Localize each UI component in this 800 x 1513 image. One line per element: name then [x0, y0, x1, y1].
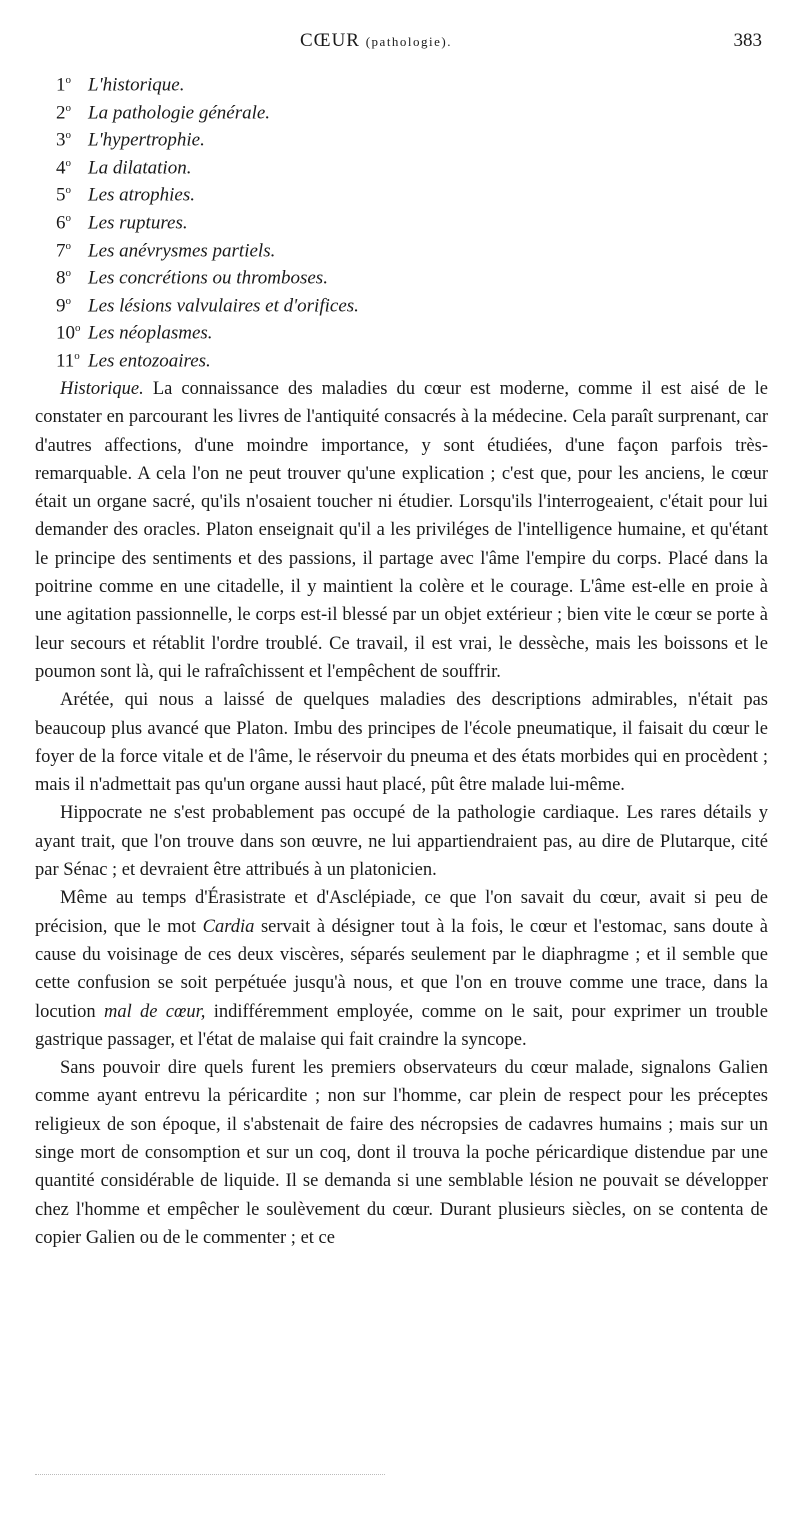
section-list	[56, 67, 556, 371]
item-number: 11$^o$	[56, 349, 80, 372]
item-title: Les atrophies.	[88, 184, 195, 206]
running-title-subject: (pathologie).	[365, 34, 453, 49]
list-item	[56, 67, 556, 95]
item-number: 7$^o$	[56, 239, 71, 261]
item-number: 3$^o$	[56, 129, 71, 151]
footer-divider	[35, 1474, 385, 1476]
list-item	[56, 260, 556, 288]
page-number: 383	[733, 30, 762, 51]
list-item	[56, 205, 556, 233]
list-item	[56, 177, 556, 205]
item-title: Les entozoaires.	[88, 350, 211, 372]
running-header	[0, 30, 800, 60]
item-title: L'hypertrophie.	[88, 129, 205, 151]
item-title: Les néoplasmes.	[88, 322, 213, 344]
item-number: 6$^o$	[56, 211, 71, 234]
list-item	[56, 288, 556, 316]
section-heading: Historique.	[60, 379, 144, 399]
list-item	[56, 343, 556, 371]
list-item	[56, 150, 556, 178]
item-number: 8$^o$	[56, 267, 71, 289]
item-number: 1$^o$	[56, 74, 71, 96]
running-title-main: CŒUR	[300, 30, 360, 51]
list-item	[56, 95, 556, 123]
item-title: Les anévrysmes partiels.	[88, 239, 276, 261]
list-item	[56, 233, 556, 261]
item-title: Les lésions valvulaires et d'orifices.	[88, 295, 359, 317]
item-number: 4$^o$	[56, 156, 71, 179]
paragraph-hippocrate: Hippocrate ne s'est probablement pas occupé de la pathologie cardiaque. Les rares détails y ayant trait, que l'on trouve dans son œuvre, ne lui appartiendraient pas, au dire de Plutarque, cité par Sénac ; et devraient être attribués à un platonicien.	[35, 803, 768, 881]
paragraph-erasistrate: Même au temps d'Érasistrate et d'Asclépiade, ce que l'on savait du cœur, avait si peu de précision, que le mot Cardia servait à désigner tout à la fois, le cœur et l'estomac, sans doute à cause du voisinage de ces deux viscères, séparés seulement par le diaphragme ; et il semble que cette confusion se soit perpétuée jusqu'à nous, et que l'on en trouve comme une trace, dans la locution mal de cœur, indifféremment employée, comme on le sait, pour exprimer un trouble gastrique passager, et l'état de malaise qui fait craindre la syncope.	[35, 888, 769, 1050]
item-title: La pathologie générale.	[88, 101, 271, 123]
paragraph-galien: Sans pouvoir dire quels furent les premiers observateurs du cœur malade, signalons Galien comme ayant entrevu la péricardite ; non sur l'homme, car plein de respect pour les préceptes religieux de son époque, il s'abstenait de faire des nécropsies de cadavres humains ; mais sur un singe mort de consomption et sur un coq, dont il trouva la poche péricardique distendue par une quantité considérable de liquide. Il se demanda si une semblable lésion ne pouvait se développer chez l'homme et empêcher le soulèvement du cœur. Durant plusieurs siècles, on se contenta de copier Galien ou de le commenter ; et ce	[35, 1058, 768, 1248]
item-number: 5$^o$	[56, 184, 71, 206]
item-number: 9$^o$	[56, 294, 71, 317]
running-title	[300, 30, 452, 52]
body-text	[35, 375, 768, 1252]
item-number: 10$^o$	[56, 322, 81, 344]
paragraph-text: La connaissance des maladies du cœur est moderne, comme il est aisé de le constater en parcourant les livres de l'antiquité consacrés à la médecine. Cela paraît surprenant, car d'autres affections, d'une moindre importance, y sont étudiées, d'une façon parfois très-remarquable. A cela l'on ne peut trouver qu'une explication ; c'est que, pour les anciens, le cœur était un organe sacré, qu'ils n'osaient toucher ni étudier. Lorsqu'ils l'interrogeaient, c'était pour lui demander des oracles. Platon enseignait qu'il a les priviléges de l'intelligence humaine, et qu'étant le principe des sentiments et des passions, il partage avec l'âme l'empire du corps. Placé dans la poitrine comme en une citadelle, il y maintient la colère et le courage. L'âme est-elle en proie à une agitation passionnelle, le corps est-il blessé par un objet extérieur ; bien vite le cœur se porte à leur secours et rétablit l'ordre troublé. Ce travail, il est vrai, le dessèche, mais les boissons et le poumon sont là, qui le rafraîchissent et l'empêchent de souffrir.	[35, 379, 769, 682]
list-item	[56, 122, 556, 150]
list-item	[56, 315, 556, 343]
item-title: L'historique.	[88, 74, 185, 96]
italic-term: mal de cœur,	[103, 1001, 206, 1022]
paragraph-aretee: Arétée, qui nous a laissé de quelques maladies des descriptions admirables, n'était pas beaucoup plus avancé que Platon. Imbu des principes de l'école pneumatique, il faisait du cœur le foyer de la force vitale et de l'âme, le réservoir du pneuma et des états morbides qui en procèdent ; mais il n'admettait pas qu'un organe aussi haut placé, pût être malade lui-même.	[35, 690, 768, 796]
item-title: La dilatation.	[88, 157, 192, 179]
italic-term: Cardia	[202, 916, 255, 937]
item-title: Les concrétions ou thromboses.	[88, 267, 328, 289]
item-number: 2$^o$	[56, 101, 71, 123]
paragraph-historique	[35, 375, 768, 686]
item-title: Les ruptures.	[88, 212, 188, 234]
